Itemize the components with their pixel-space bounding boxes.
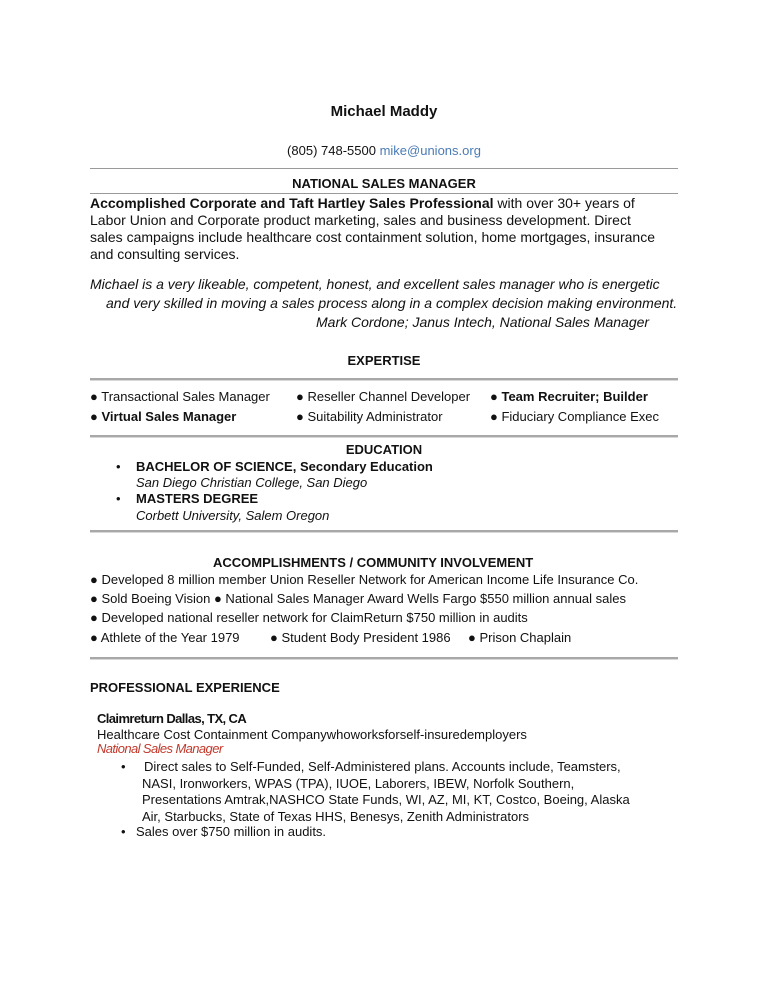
accomplishment-item: ● Athlete of the Year 1979: [90, 630, 240, 645]
expertise-item: ● Suitability Administrator: [296, 409, 443, 424]
accomplishment-line: ● Developed national reseller network for ClaimReturn $750 million in audits: [90, 610, 528, 625]
candidate-name: Michael Maddy: [330, 103, 438, 120]
expertise-item: ● Transactional Sales Manager: [90, 389, 270, 404]
testimonial-line: and very skilled in moving a sales process along in a complex decision making environment.: [106, 295, 678, 311]
bullet: •: [121, 759, 126, 774]
expertise-item: ● Team Recruiter; Builder: [490, 389, 648, 404]
expertise-item: ● Reseller Channel Developer: [296, 389, 471, 404]
education-heading: EDUCATION: [345, 442, 423, 457]
summary: [90, 195, 678, 263]
summary-lead-rest: with over 30+ years of: [493, 195, 635, 211]
school: Corbett University, Salem Oregon: [136, 508, 330, 523]
summary-line: Labor Union and Corporate product marketing, sales and business development. Direct: [90, 212, 631, 228]
email-link[interactable]: mike@unions.org: [379, 143, 481, 158]
role-title: National Sales Manager: [97, 741, 223, 756]
bullet-line: Direct sales to Self-Funded, Self-Administered plans. Accounts include, Teamsters,: [144, 759, 621, 774]
school: San Diego Christian College, San Diego: [136, 475, 368, 490]
experience-bullet: [142, 759, 682, 825]
company-name: Claimreturn Dallas, TX, CA: [97, 711, 247, 726]
summary-line: and consulting services.: [90, 246, 240, 262]
divider: [90, 168, 678, 169]
experience-bullet: Sales over $750 million in audits.: [136, 824, 327, 839]
contact-line: [0, 143, 768, 158]
divider: [90, 193, 678, 194]
expertise-item: ● Virtual Sales Manager: [90, 409, 237, 424]
expertise-item: ● Fiduciary Compliance Exec: [490, 409, 659, 424]
bullet-line: Presentations Amtrak,NASHCO State Funds, WI, AZ, MI, KT, Costco, Boeing, Alaska: [142, 792, 630, 807]
degree: MASTERS DEGREE: [136, 491, 259, 506]
accomplishment-line: ● Sold Boeing Vision ● National Sales Manager Award Wells Fargo $550 million annual sales: [90, 591, 627, 606]
company-description: Healthcare Cost Containment Companywhoworksforself-insuredemployers: [97, 727, 527, 742]
summary-line: sales campaigns include healthcare cost containment solution, home mortgages, insurance: [90, 229, 655, 245]
bullet: •: [121, 824, 126, 839]
accomplishment-item: ● Student Body President 1986: [270, 630, 451, 645]
divider: [90, 435, 678, 438]
bullet-line: Air, Starbucks, State of Texas HHS, Benesys, Zenith Administrators: [142, 808, 530, 824]
divider: [90, 657, 678, 660]
divider: [90, 378, 678, 381]
divider: [90, 530, 678, 533]
bullet: •: [116, 459, 121, 474]
degree: BACHELOR OF SCIENCE, Secondary Education: [136, 459, 433, 474]
job-title: NATIONAL SALES MANAGER: [292, 176, 476, 191]
accomplishment-line: ● Developed 8 million member Union Reseller Network for American Income Life Insurance Co.: [90, 572, 639, 587]
testimonial-line: Michael is a very likeable, competent, honest, and excellent sales manager who is energetic: [90, 276, 660, 292]
summary-lead: Accomplished Corporate and Taft Hartley Sales Professional: [90, 195, 494, 211]
bullet-line: NASI, Ironworkers, WPAS (TPA), IUOE, Laborers, IBEW, Norfolk Southern,: [142, 775, 575, 791]
accomplishments-heading: ACCOMPLISHMENTS / COMMUNITY INVOLVEMENT: [213, 555, 534, 570]
experience-heading: PROFESSIONAL EXPERIENCE: [90, 680, 280, 695]
bullet: •: [116, 491, 121, 506]
expertise-heading: EXPERTISE: [347, 353, 421, 368]
phone-number: (805) 748-5500: [287, 143, 376, 158]
accomplishment-item: ● Prison Chaplain: [468, 630, 572, 645]
testimonial-attribution: Mark Cordone; Janus Intech, National Sales Manager: [316, 314, 650, 330]
